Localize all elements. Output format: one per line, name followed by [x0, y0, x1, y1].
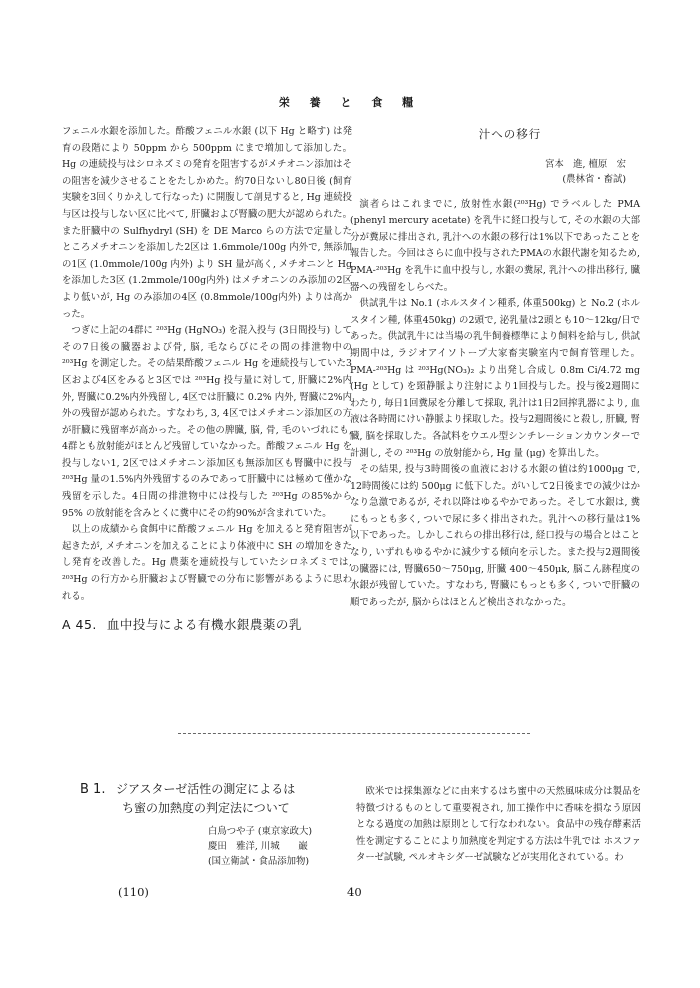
abstract-a45-heading	[62, 617, 352, 634]
abstract-b1-title-line2: ち蜜の加熱度の判定法について	[122, 801, 290, 815]
right-column	[350, 124, 640, 611]
abstract-b1-title-line1: ジアスターゼ活性の測定によるは	[116, 782, 296, 796]
abstract-a45-authors	[350, 157, 640, 187]
abstract-b1-authors	[80, 824, 350, 869]
authors-names: 宮本 進, 檀原 宏	[545, 158, 626, 170]
abstract-b1-heading	[80, 780, 350, 799]
left-paragraph-2: つぎに上記の4群に ²⁰³Hg (HgNO₃) を混入投与 (3日間投与) してその7日後の臓器および骨, 脳, 毛ならびにその間の排泄物中の ²⁰³Hg を測定した。その結果酢酸フェニル Hg を連続投与していた3区および4区をみると3区では ²⁰³Hg 投与量に対して, 肝臓に2%内外, 腎臓に0.2%内外残留し, 4区では肝臓に 0.2% 内外, 腎臓に2%内外の残留が認められた。すなわち, 3, 4区ではメチオニン添加区の方が肝臓に残留率が高かった。その他の脾臓, 脳, 骨, 毛のいづれにも, 4群とも放射能がほとんど残留していなかった。酢酸フェニル Hg を投与しない1, 2区ではメチオニン添加区も無添加区も腎臓中に投与 ²⁰³Hg 量の1.5%内外残留するのみであって肝臓中には極めて僅かな残留を示した。4日間の排泄物中には投与した ²⁰³Hg の85%から 95% の放射能を含みとくに糞中にその約90%が含まれていた。	[62, 325, 352, 519]
abstract-a45-number: A 45.	[62, 617, 97, 633]
abstract-b1-header	[80, 780, 350, 869]
left-paragraph-3: 以上の成績から食餌中に酢酸フェニル Hg を加えると発育阻害が起きたが, メチオニンを加えることにより体液中に SH の増加をきたし発育を改善した。Hg 農薬を連続投与していたシロネズミでは, ²⁰³Hg の行方から肝臓および腎臓での分布に影響があるように思われる。	[62, 524, 352, 602]
right-paragraph-1: 演者らはこれまでに, 放射性水銀(²⁰³Hg) でラベルした PMA (phenyl mercury acetate) を乳牛に経口投与して, その水銀の大部分が糞尿に排出され, 乳汁への水銀の移行は1%以下であったことを報告した。今回はさらに血中投与されたPMAの水銀代謝を知るため, PMA-²⁰³Hg を乳牛に血中投与し, 水銀の糞尿, 乳汁への排出移行, 臓器への残留をしらべた。	[350, 198, 640, 293]
left-column	[62, 124, 352, 634]
abstract-a45-title: 血中投与による有機水銀農薬の乳	[106, 617, 302, 633]
abstract-a45-title-continued: 汁への移行	[478, 127, 542, 141]
right-paragraph-2: 供試乳牛は No.1 (ホルスタイン種系, 体重500kg) と No.2 (ホルスタイン種, 体重450kg) の2頭で, 泌乳量は2頭とも10〜12kg/日であった。供試乳牛には当場の乳牛飼養標準により飼料を給与し, 供試期間中は, ラジオアイソトープ大家畜実験室内で飼育管理した。PMA-²⁰³Hg は ²⁰³Hg(NO₃)₂ より出発し合成し 0.8m Ci/4.72 mg (Hg として) を頸静脈より注射により1回投与した。投与後2週間にわたり, 毎日1回糞尿を分離して採取, 乳汁は1日2回搾乳器により, 血液は各時間にけい静脈より採取した。投与2週間後にと殺し, 肝臓, 腎臓, 脳を採取した。各試料をウエル型シンチレーションカウンターで計測し, その ²⁰³Hg の放射能から, Hg 量 (μg) を算出した。	[350, 298, 640, 459]
section-divider	[178, 733, 530, 734]
authors-affiliation: (農林省・畜試)	[562, 173, 626, 185]
b1-affiliation: (国立衛試・食品添加物)	[208, 856, 310, 867]
left-paragraph-1: フェニル水銀を添加した。酢酸フェニル水銀 (以下 Hg と略す) は発育の段階により 50ppm から 500ppm にまで増加して添加した。Hg の連続投与はシロネズミの発育を阻害するがメチオニン添加はその阻害を減少させることをたしかめた。約70日ないし80日後 (飼育実験を3回くりかえして行なった) に開腹して剖見すると, Hg 連続投与区は投与しない区に比べて, 肝臓および腎臓の肥大が認められた。また肝臓中の Sulfhydryl (SH) を DE Marco らの方法で定量したところメチオニンを添加した2区は 1.6mmole/100g 内外で, 無添加の1区 (1.0mmole/100g 内外) より SH 量が高く, メチオニンと Hg を添加した3区 (1.2mmole/100g内外) はメチオニンのみ添加の2区より低いが, Hg のみ添加の4区 (0.8mmole/100g内外) よりは高かった。	[62, 126, 352, 320]
page-code: (110)	[118, 885, 149, 899]
page-number: 40	[347, 885, 362, 899]
abstract-b1-body: 欧米では採集源などに由来するはち蜜中の天然風味成分は製品を特徴づけるものとして重要視され, 加工操作中に香味を損なう原因となる過度の加熱は原則として行なわれない。食品中の残存酵素活性を測定することにより加熱度を判定する方法は牛乳では ホスファターゼ試験, ペルオキシダーゼ試験などが実用化されている。わ	[356, 786, 641, 864]
abstract-b1-number: B 1.	[80, 782, 106, 797]
b1-author-1: 白鳥つや子 (東京家政大)	[208, 826, 313, 837]
b1-author-2: 慶田 雅洋, 川城 巌	[208, 841, 308, 852]
abstract-b1-body-column	[356, 784, 641, 867]
right-paragraph-3: その結果, 投与3時間後の血液における水銀の値は約1000μg で, 12時間後には約 500μg に低下した。がいして2日後までの減少はかなり急激であるが, それ以降はゆるやかであった。そして水銀は, 糞にもっとも多く, ついで尿に多く排出された。乳汁への移行量は1%以下であった。しかしこれらの排出移行は, 経口投与の場合とはことなり, いずれもゆるやかに減少する傾向を示した。また投与2週間後の臓器には, 腎臓650〜750μg, 肝臓 400〜450μk, 脳こん跡程度の水銀が残留していた。すなわち, 腎臓にもっとも多く, ついで肝臓の順であったが, 脳からはほとんど検出されなかった。	[350, 464, 640, 608]
journal-header: 栄 養 と 食 糧	[278, 96, 422, 109]
